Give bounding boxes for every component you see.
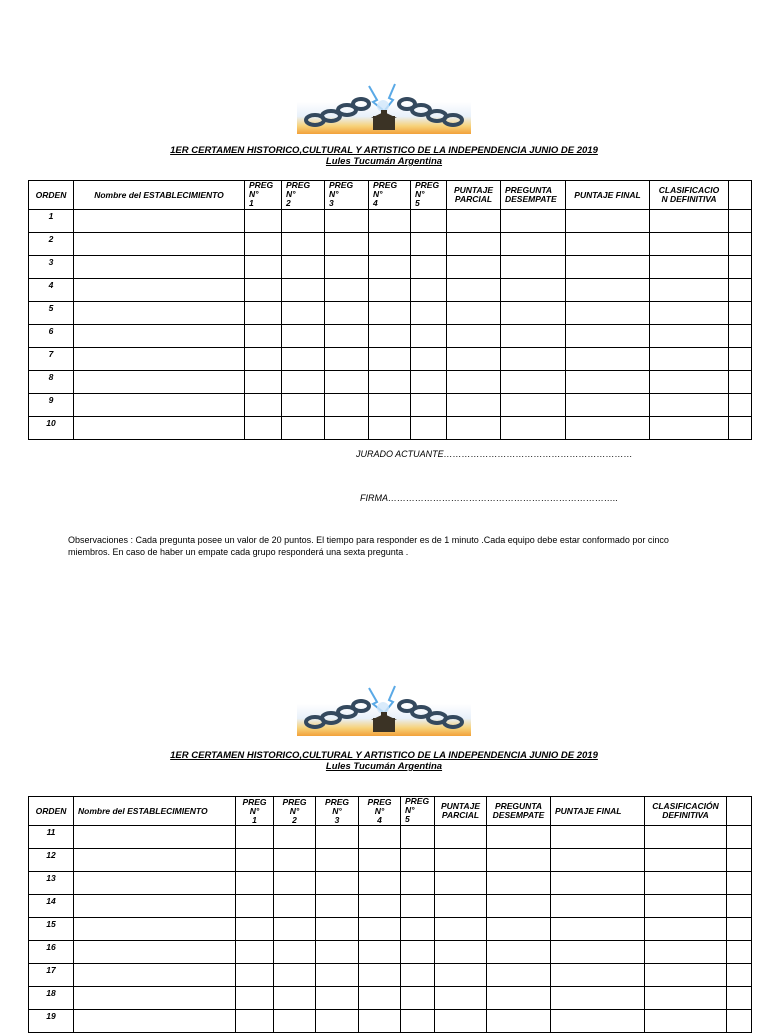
row-number: 5 xyxy=(29,302,74,325)
header-puntaje-final: PUNTAJE FINAL xyxy=(566,181,650,210)
ranking-table-2 xyxy=(28,796,752,1033)
table-cell[interactable] xyxy=(245,325,282,348)
table-cell[interactable] xyxy=(274,918,316,941)
table-cell[interactable] xyxy=(245,417,282,440)
header-puntaje-parcial: PUNTAJE PARCIAL xyxy=(435,797,487,826)
header-preg-3: PREG N° 3 xyxy=(325,181,369,210)
table-cell[interactable] xyxy=(282,210,325,233)
header-preg-4: PREG N° 4 xyxy=(369,181,411,210)
table-cell[interactable] xyxy=(369,302,411,325)
table-cell[interactable] xyxy=(245,279,282,302)
row-number: 17 xyxy=(29,964,74,987)
table-cell[interactable] xyxy=(487,826,551,849)
table-cell[interactable] xyxy=(325,210,369,233)
table-cell[interactable] xyxy=(566,325,650,348)
row-number: 16 xyxy=(29,941,74,964)
table-cell[interactable] xyxy=(447,417,501,440)
table-cell[interactable] xyxy=(551,826,645,849)
table-cell[interactable] xyxy=(274,895,316,918)
row-number: 19 xyxy=(29,1010,74,1033)
header-preg-3: PREG N° 3 xyxy=(316,797,359,826)
observaciones-text: Observaciones : Cada pregunta posee un valor de 20 puntos. El tiempo para responder es de 1 minuto .Cada equipo debe estar conformado por cinco miembros. En caso de haber un empate cada grupo responderá una sexta pregunta . xyxy=(68,535,669,557)
table-cell[interactable] xyxy=(316,849,359,872)
table-cell[interactable] xyxy=(501,394,566,417)
table-cell[interactable] xyxy=(401,941,435,964)
row-number: 15 xyxy=(29,918,74,941)
header-clasificacion: CLASIFICACIÓN DEFINITIVA xyxy=(645,797,727,826)
title-line-1: 1ER CERTAMEN HISTORICO,CULTURAL Y ARTISTICO DE LA INDEPENDENCIA JUNIO DE 2019 xyxy=(170,145,598,156)
table-cell[interactable] xyxy=(316,964,359,987)
table-cell[interactable] xyxy=(729,279,752,302)
table-cell[interactable] xyxy=(566,279,650,302)
table-cell[interactable] xyxy=(727,872,752,895)
table-cell[interactable] xyxy=(236,1010,274,1033)
document-title xyxy=(0,145,768,167)
row-number: 10 xyxy=(29,417,74,440)
table-cell[interactable] xyxy=(551,987,645,1010)
jurado-actuante-line: JURADO ACTUANTE……………………………………………………… xyxy=(356,449,633,459)
table-cell[interactable] xyxy=(501,233,566,256)
table-cell[interactable] xyxy=(729,302,752,325)
table-cell[interactable] xyxy=(650,371,729,394)
table-cell[interactable] xyxy=(650,233,729,256)
table-row xyxy=(29,302,752,325)
table-cell[interactable] xyxy=(729,233,752,256)
table-cell[interactable] xyxy=(274,941,316,964)
row-number: 3 xyxy=(29,256,74,279)
header-preg-1: PREG N° 1 xyxy=(245,181,282,210)
table-cell[interactable] xyxy=(650,325,729,348)
table-cell[interactable] xyxy=(727,964,752,987)
header-preg-4: PREG N° 4 xyxy=(359,797,401,826)
document-title-2 xyxy=(0,750,768,772)
table-cell[interactable] xyxy=(566,256,650,279)
table-cell[interactable] xyxy=(245,256,282,279)
table-cell[interactable] xyxy=(645,895,727,918)
table-cell[interactable] xyxy=(729,417,752,440)
table-cell[interactable] xyxy=(359,964,401,987)
table-cell[interactable] xyxy=(727,987,752,1010)
table-cell[interactable] xyxy=(74,348,245,371)
table-cell[interactable] xyxy=(501,417,566,440)
row-number: 11 xyxy=(29,826,74,849)
header-nombre: Nombre del ESTABLECIMIENTO xyxy=(74,797,236,826)
table-cell[interactable] xyxy=(282,371,325,394)
table-cell[interactable] xyxy=(316,895,359,918)
table-cell[interactable] xyxy=(245,233,282,256)
table-cell[interactable] xyxy=(727,918,752,941)
table-row xyxy=(29,895,752,918)
table-row xyxy=(29,918,752,941)
row-number: 4 xyxy=(29,279,74,302)
table-cell[interactable] xyxy=(650,279,729,302)
logo-broken-chain-icon-2 xyxy=(297,682,471,736)
table-cell[interactable] xyxy=(551,941,645,964)
table-cell[interactable] xyxy=(551,872,645,895)
row-number: 8 xyxy=(29,371,74,394)
table-row xyxy=(29,348,752,371)
row-number: 13 xyxy=(29,872,74,895)
table-row xyxy=(29,1010,752,1033)
table-cell[interactable] xyxy=(236,918,274,941)
table-cell[interactable] xyxy=(566,233,650,256)
table-cell[interactable] xyxy=(282,256,325,279)
table-cell[interactable] xyxy=(369,348,411,371)
header-extra xyxy=(727,797,752,826)
logo-broken-chain-icon xyxy=(297,80,471,134)
table-cell[interactable] xyxy=(435,1010,487,1033)
table-cell[interactable] xyxy=(645,826,727,849)
table-cell[interactable] xyxy=(369,325,411,348)
row-number: 18 xyxy=(29,987,74,1010)
table-cell[interactable] xyxy=(729,325,752,348)
table-cell[interactable] xyxy=(401,987,435,1010)
table-cell[interactable] xyxy=(727,941,752,964)
table-cell[interactable] xyxy=(487,941,551,964)
header-orden: ORDEN xyxy=(29,797,74,826)
table-cell[interactable] xyxy=(566,371,650,394)
table-cell[interactable] xyxy=(236,964,274,987)
table-cell[interactable] xyxy=(316,987,359,1010)
table-cell[interactable] xyxy=(435,849,487,872)
row-number: 7 xyxy=(29,348,74,371)
table-cell[interactable] xyxy=(325,348,369,371)
table-cell[interactable] xyxy=(501,210,566,233)
table-cell[interactable] xyxy=(359,987,401,1010)
table-cell[interactable] xyxy=(74,417,245,440)
header-puntaje-final: PUNTAJE FINAL xyxy=(551,797,645,826)
table-cell[interactable] xyxy=(236,987,274,1010)
table-cell[interactable] xyxy=(447,210,501,233)
header-pregunta-desempate: PREGUNTA DESEMPATE xyxy=(487,797,551,826)
table-header-row xyxy=(29,181,752,210)
table-cell[interactable] xyxy=(274,872,316,895)
table-cell[interactable] xyxy=(359,1010,401,1033)
table-row xyxy=(29,964,752,987)
table-cell[interactable] xyxy=(236,941,274,964)
table-cell[interactable] xyxy=(74,987,236,1010)
table-cell[interactable] xyxy=(645,872,727,895)
table-cell[interactable] xyxy=(282,279,325,302)
table-cell[interactable] xyxy=(316,1010,359,1033)
table-row xyxy=(29,256,752,279)
table-cell[interactable] xyxy=(729,256,752,279)
table-cell[interactable] xyxy=(435,987,487,1010)
table-cell[interactable] xyxy=(369,256,411,279)
table-cell[interactable] xyxy=(566,302,650,325)
table-cell[interactable] xyxy=(274,849,316,872)
table-cell[interactable] xyxy=(551,1010,645,1033)
header-orden: ORDEN xyxy=(29,181,74,210)
table-row xyxy=(29,941,752,964)
table-cell[interactable] xyxy=(401,964,435,987)
table-cell[interactable] xyxy=(74,849,236,872)
table-cell[interactable] xyxy=(447,302,501,325)
table-cell[interactable] xyxy=(316,872,359,895)
table-cell[interactable] xyxy=(727,895,752,918)
table-cell[interactable] xyxy=(551,849,645,872)
table-cell[interactable] xyxy=(650,348,729,371)
table-cell[interactable] xyxy=(487,895,551,918)
title-line-2: Lules Tucumán Argentina xyxy=(325,156,443,167)
table-cell[interactable] xyxy=(74,941,236,964)
table-cell[interactable] xyxy=(645,918,727,941)
header-preg-5: PREG N° 5 xyxy=(411,181,447,210)
table-row xyxy=(29,279,752,302)
table-cell[interactable] xyxy=(74,325,245,348)
table-cell[interactable] xyxy=(447,325,501,348)
table-cell[interactable] xyxy=(727,1010,752,1033)
table-row xyxy=(29,417,752,440)
title-line-1: 1ER CERTAMEN HISTORICO,CULTURAL Y ARTISTICO DE LA INDEPENDENCIA JUNIO DE 2019 xyxy=(170,750,598,761)
table-cell[interactable] xyxy=(401,826,435,849)
table-cell[interactable] xyxy=(325,371,369,394)
table-cell[interactable] xyxy=(369,394,411,417)
table-cell[interactable] xyxy=(274,987,316,1010)
row-number: 14 xyxy=(29,895,74,918)
table-cell[interactable] xyxy=(325,233,369,256)
table-cell[interactable] xyxy=(487,849,551,872)
table-cell[interactable] xyxy=(501,348,566,371)
table-cell[interactable] xyxy=(369,279,411,302)
table-cell[interactable] xyxy=(401,872,435,895)
title-line-2: Lules Tucumán Argentina xyxy=(325,761,443,772)
table-cell[interactable] xyxy=(236,895,274,918)
table-cell[interactable] xyxy=(729,371,752,394)
table-cell[interactable] xyxy=(245,302,282,325)
table-cell[interactable] xyxy=(411,325,447,348)
table-cell[interactable] xyxy=(369,371,411,394)
firma-line: FIRMA………………………………………………………………….. xyxy=(360,493,618,503)
table-cell[interactable] xyxy=(74,964,236,987)
table-cell[interactable] xyxy=(411,210,447,233)
row-number: 9 xyxy=(29,394,74,417)
table-cell[interactable] xyxy=(566,417,650,440)
table-row xyxy=(29,371,752,394)
table-cell[interactable] xyxy=(74,1010,236,1033)
table-cell[interactable] xyxy=(369,233,411,256)
table-cell[interactable] xyxy=(650,394,729,417)
table-cell[interactable] xyxy=(411,256,447,279)
table-cell[interactable] xyxy=(435,872,487,895)
table-cell[interactable] xyxy=(359,872,401,895)
table-cell[interactable] xyxy=(74,233,245,256)
table-row xyxy=(29,210,752,233)
table-cell[interactable] xyxy=(74,279,245,302)
table-cell[interactable] xyxy=(566,210,650,233)
header-pregunta-desempate: PREGUNTA DESEMPATE xyxy=(501,181,566,210)
table-cell[interactable] xyxy=(411,417,447,440)
table-cell[interactable] xyxy=(487,918,551,941)
table-cell[interactable] xyxy=(325,302,369,325)
header-extra xyxy=(729,181,752,210)
table-row xyxy=(29,233,752,256)
table-cell[interactable] xyxy=(551,918,645,941)
header-nombre: Nombre del ESTABLECIMIENTO xyxy=(74,181,245,210)
table-cell[interactable] xyxy=(74,210,245,233)
row-number: 1 xyxy=(29,210,74,233)
table-row xyxy=(29,394,752,417)
table-cell[interactable] xyxy=(359,941,401,964)
table-cell[interactable] xyxy=(401,895,435,918)
table-cell[interactable] xyxy=(551,964,645,987)
table-cell[interactable] xyxy=(282,394,325,417)
table-cell[interactable] xyxy=(501,325,566,348)
table-cell[interactable] xyxy=(74,371,245,394)
table-cell[interactable] xyxy=(316,826,359,849)
table-cell[interactable] xyxy=(245,210,282,233)
table-cell[interactable] xyxy=(435,895,487,918)
table-header-row xyxy=(29,797,752,826)
table-cell[interactable] xyxy=(411,348,447,371)
table-cell[interactable] xyxy=(650,210,729,233)
table-cell[interactable] xyxy=(282,417,325,440)
table-cell[interactable] xyxy=(645,964,727,987)
table-cell[interactable] xyxy=(359,895,401,918)
header-puntaje-parcial: PUNTAJE PARCIAL xyxy=(447,181,501,210)
table-cell[interactable] xyxy=(566,348,650,371)
table-row xyxy=(29,872,752,895)
table-cell[interactable] xyxy=(359,849,401,872)
header-preg-1: PREG N° 1 xyxy=(236,797,274,826)
table-cell[interactable] xyxy=(411,233,447,256)
table-cell[interactable] xyxy=(369,417,411,440)
table-cell[interactable] xyxy=(435,826,487,849)
table-cell[interactable] xyxy=(74,918,236,941)
table-cell[interactable] xyxy=(245,371,282,394)
table-row xyxy=(29,826,752,849)
table-cell[interactable] xyxy=(401,1010,435,1033)
table-cell[interactable] xyxy=(411,279,447,302)
table-cell[interactable] xyxy=(359,826,401,849)
table-cell[interactable] xyxy=(487,964,551,987)
table-cell[interactable] xyxy=(74,302,245,325)
table-cell[interactable] xyxy=(236,872,274,895)
table-cell[interactable] xyxy=(236,849,274,872)
table-row xyxy=(29,325,752,348)
table-cell[interactable] xyxy=(727,826,752,849)
table-cell[interactable] xyxy=(245,394,282,417)
table-cell[interactable] xyxy=(401,918,435,941)
table-cell[interactable] xyxy=(325,417,369,440)
row-number: 12 xyxy=(29,849,74,872)
table-cell[interactable] xyxy=(645,849,727,872)
table-cell[interactable] xyxy=(236,826,274,849)
table-cell[interactable] xyxy=(645,941,727,964)
table-cell[interactable] xyxy=(501,371,566,394)
header-preg-2: PREG N° 2 xyxy=(274,797,316,826)
table-cell[interactable] xyxy=(401,849,435,872)
row-number: 6 xyxy=(29,325,74,348)
table-cell[interactable] xyxy=(282,233,325,256)
table-cell[interactable] xyxy=(447,256,501,279)
header-preg-2: PREG N° 2 xyxy=(282,181,325,210)
table-cell[interactable] xyxy=(74,256,245,279)
ranking-table-1 xyxy=(28,180,752,440)
table-cell[interactable] xyxy=(645,1010,727,1033)
table-cell[interactable] xyxy=(447,279,501,302)
table-row xyxy=(29,849,752,872)
table-cell[interactable] xyxy=(316,918,359,941)
table-cell[interactable] xyxy=(282,348,325,371)
table-cell[interactable] xyxy=(245,348,282,371)
table-cell[interactable] xyxy=(274,964,316,987)
table-cell[interactable] xyxy=(325,394,369,417)
table-cell[interactable] xyxy=(487,987,551,1010)
table-cell[interactable] xyxy=(411,394,447,417)
table-cell[interactable] xyxy=(325,325,369,348)
table-cell[interactable] xyxy=(325,256,369,279)
table-cell[interactable] xyxy=(411,371,447,394)
table-row xyxy=(29,987,752,1010)
table-cell[interactable] xyxy=(650,256,729,279)
table-cell[interactable] xyxy=(650,302,729,325)
table-cell[interactable] xyxy=(316,941,359,964)
table-cell[interactable] xyxy=(551,895,645,918)
table-cell[interactable] xyxy=(447,394,501,417)
header-preg-5: PREG N° 5 xyxy=(401,797,435,826)
table-cell[interactable] xyxy=(274,826,316,849)
table-cell[interactable] xyxy=(727,849,752,872)
table-cell[interactable] xyxy=(435,964,487,987)
table-cell[interactable] xyxy=(359,918,401,941)
table-cell[interactable] xyxy=(729,210,752,233)
table-cell[interactable] xyxy=(645,987,727,1010)
table-cell[interactable] xyxy=(411,302,447,325)
table-cell[interactable] xyxy=(435,941,487,964)
table-cell[interactable] xyxy=(435,918,487,941)
table-cell[interactable] xyxy=(282,325,325,348)
table-cell[interactable] xyxy=(729,348,752,371)
table-cell[interactable] xyxy=(501,256,566,279)
table-cell[interactable] xyxy=(74,394,245,417)
table-cell[interactable] xyxy=(501,279,566,302)
table-cell[interactable] xyxy=(566,394,650,417)
table-cell[interactable] xyxy=(369,210,411,233)
table-cell[interactable] xyxy=(447,348,501,371)
table-cell[interactable] xyxy=(447,233,501,256)
table-cell[interactable] xyxy=(325,279,369,302)
header-clasificacion: CLASIFICACIO N DEFINITIVA xyxy=(650,181,729,210)
table-cell[interactable] xyxy=(74,872,236,895)
table-cell[interactable] xyxy=(74,826,236,849)
table-cell[interactable] xyxy=(74,895,236,918)
table-cell[interactable] xyxy=(447,371,501,394)
table-cell[interactable] xyxy=(650,417,729,440)
table-cell[interactable] xyxy=(487,1010,551,1033)
table-cell[interactable] xyxy=(501,302,566,325)
table-cell[interactable] xyxy=(729,394,752,417)
table-cell[interactable] xyxy=(487,872,551,895)
row-number: 2 xyxy=(29,233,74,256)
table-cell[interactable] xyxy=(282,302,325,325)
table-cell[interactable] xyxy=(274,1010,316,1033)
